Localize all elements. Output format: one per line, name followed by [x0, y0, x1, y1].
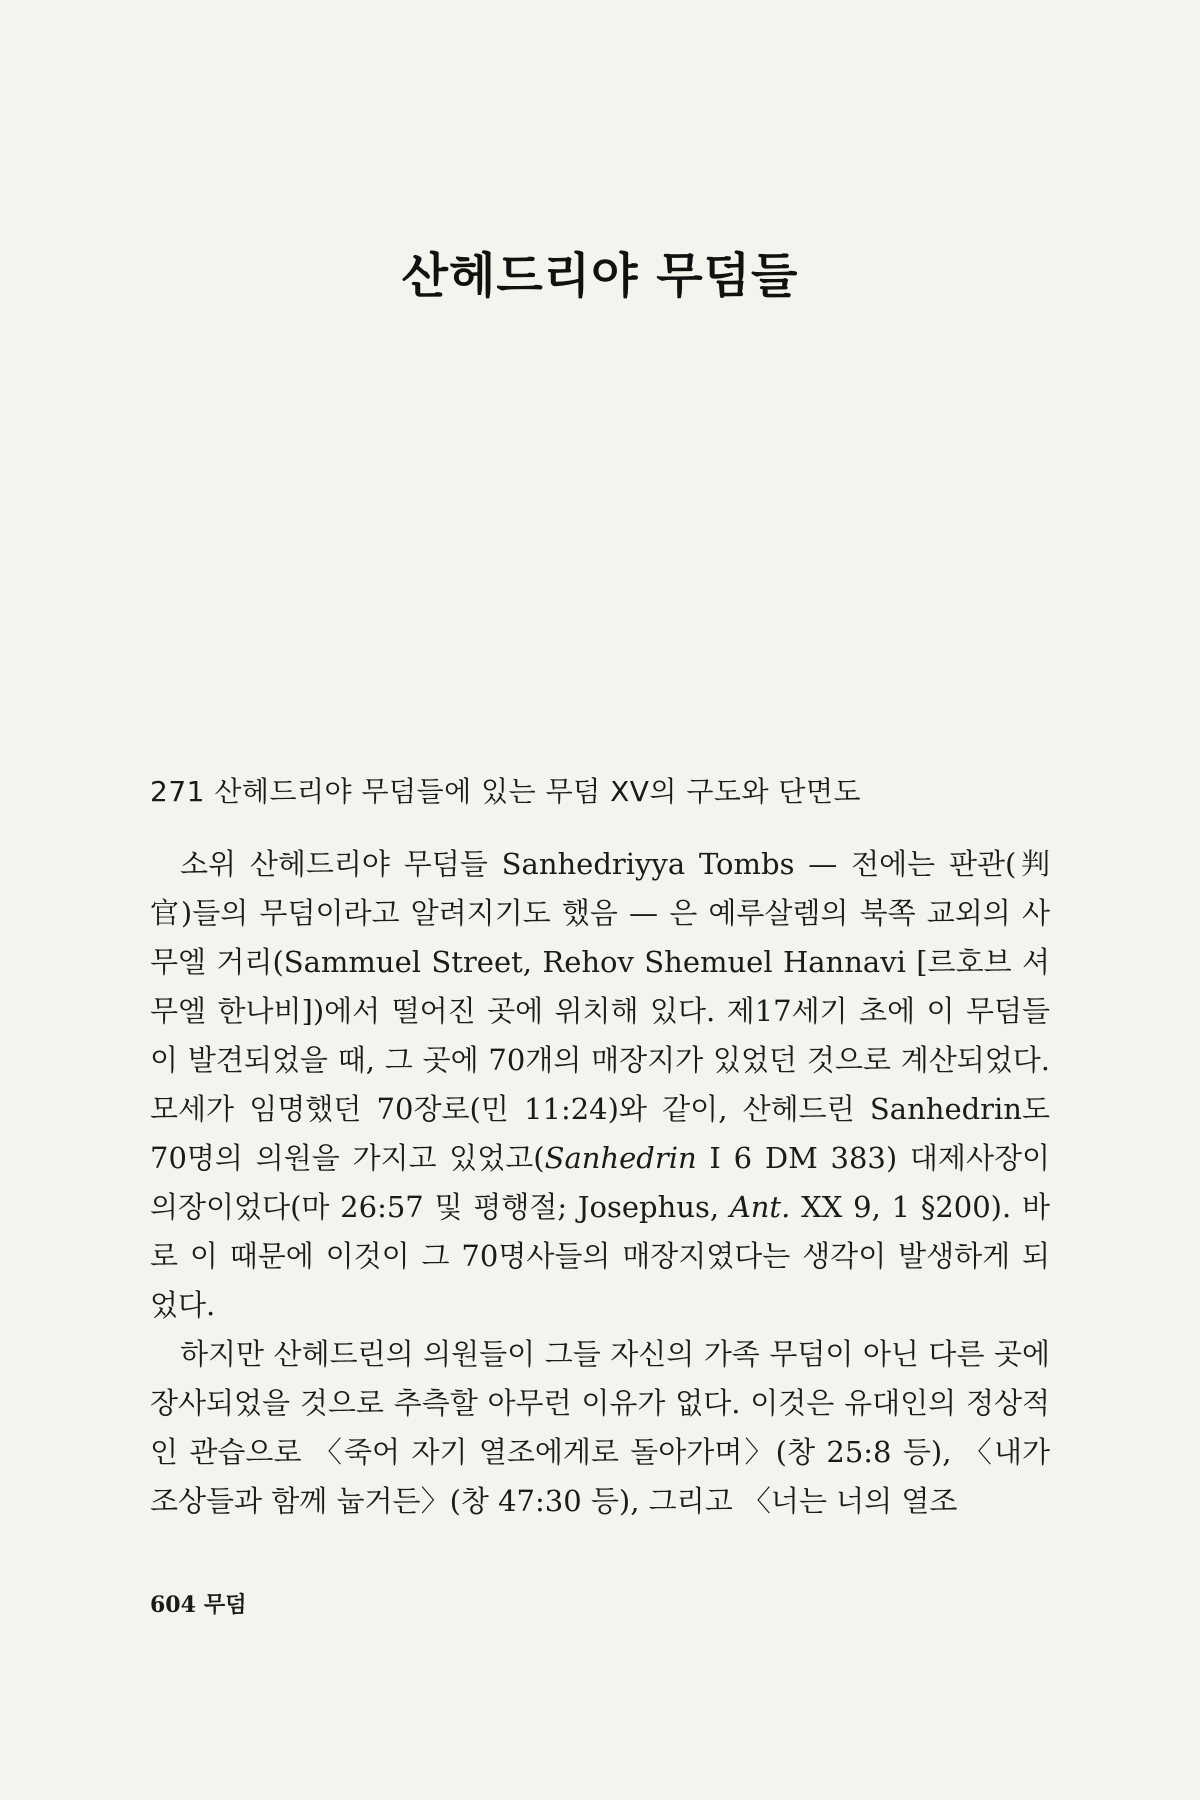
page-title: 산헤드리야 무덤들	[401, 248, 799, 305]
body-text	[150, 840, 1050, 1526]
section-name: 무덤	[203, 1592, 247, 1618]
paragraph-1-italic-1: Sanhedrin	[544, 1141, 697, 1175]
paragraph-2: 하지만 산헤드린의 의원들이 그들 자신의 가족 무덤이 아닌 다른 곳에 장사되었을 것으로 추측할 아무런 이유가 없다. 이것은 유대인의 정상적인 관습으로 〈죽어 자기 열조에게로 돌아가며〉(창 25:8 등), 〈내가 조상들과 함께 눕거든〉(창 47:30 등), 그리고 〈너는 너의 열조	[150, 1337, 1050, 1518]
page-number: 604	[150, 1592, 196, 1618]
paragraph-1-part-3: XX 9, 1 §200). 바로 이 때문에 이것이 그 70명사들의 매장지였다는 생각이 발생하게 되었다.	[150, 1190, 1050, 1322]
paragraph-1-part-2: I 6 DM 383) 대제사장이 의장이었다(마 26:57 및 평행절; Josephus,	[150, 1141, 1050, 1224]
page-footer	[150, 1588, 254, 1619]
paragraph-1-part-1: 소위 산헤드리야 무덤들 Sanhedriyya Tombs — 전에는 판관(判官)들의 무덤이라고 알려지기도 했음 — 은 예루살렘의 북쪽 교외의 사무엘 거리(Sammuel Street, Rehov Shemuel Hannavi [르호브 셔무엘 한나비])에서 떨어진 곳에 위치해 있다. 제17세기 초에 이 무덤들이 발견되었을 때, 그 곳에 70개의 매장지가 있었던 것으로 계산되었다. 모세가 임명했던 70장로(민 11:24)와 같이, 산헤드린 Sanhedrin도 70명의 의원을 가지고 있었고(	[150, 847, 1050, 1175]
paragraph-1-italic-2: Ant.	[729, 1190, 791, 1224]
paragraph-1	[150, 840, 1050, 1330]
figure-caption: 271 산헤드리야 무덤들에 있는 무덤 XV의 구도와 단면도	[150, 775, 862, 808]
